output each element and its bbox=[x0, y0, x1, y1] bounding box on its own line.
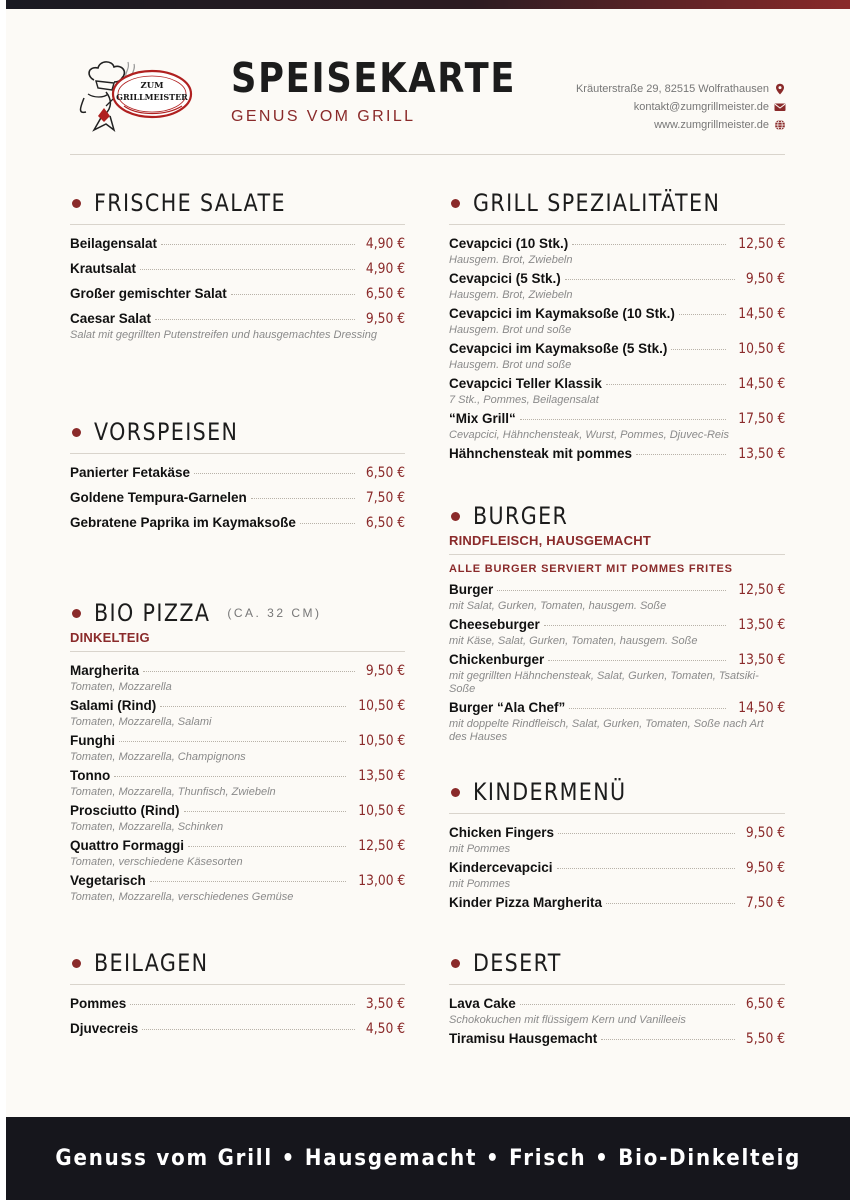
section-header bbox=[449, 190, 785, 216]
section-divider bbox=[449, 813, 785, 814]
menu-item-price: 4,50 € bbox=[365, 1021, 405, 1037]
section-header bbox=[449, 779, 785, 805]
dotted-leader bbox=[497, 590, 725, 591]
menu-list bbox=[449, 825, 785, 920]
menu-list bbox=[70, 236, 405, 342]
menu-item-name: Gebratene Paprika im Kaymaksoße bbox=[70, 515, 296, 530]
menu-item-name: Quattro Formaggi bbox=[70, 838, 184, 853]
menu-item bbox=[70, 490, 405, 515]
menu-item-name: Caesar Salat bbox=[70, 311, 152, 326]
dotted-leader bbox=[679, 314, 726, 315]
bullet-dot-icon bbox=[72, 609, 81, 618]
globe-icon bbox=[774, 119, 786, 131]
menu-item-description: Tomaten, Mozzarella bbox=[70, 681, 172, 693]
section-grill bbox=[449, 190, 785, 471]
menu-item-price: 4,90 € bbox=[365, 261, 405, 277]
menu-list bbox=[449, 236, 785, 471]
bullet-dot-icon bbox=[72, 428, 81, 437]
menu-item-price: 13,50 € bbox=[357, 768, 405, 784]
menu-item-price: 6,50 € bbox=[745, 996, 785, 1012]
dotted-leader bbox=[565, 279, 735, 280]
menu-list bbox=[449, 996, 785, 1056]
section-desert bbox=[449, 950, 785, 1056]
menu-item-description: Cevapcici, Hähnchensteak, Wurst, Pommes, Djuvec-Reis bbox=[449, 429, 729, 441]
menu-item bbox=[449, 1031, 785, 1056]
menu-item-name: Chickenburger bbox=[449, 652, 545, 667]
menu-item-description: Salat mit gegrillten Putenstreifen und hausgemachtes Dressing bbox=[70, 329, 377, 341]
dotted-leader bbox=[300, 523, 355, 524]
contact-email[interactable] bbox=[576, 98, 786, 116]
address-text: Kräuterstraße 29, 82515 Wolfrathausen bbox=[575, 83, 769, 95]
email-text[interactable]: kontakt@zumgrillmeister.de bbox=[633, 101, 769, 113]
logo-oval-badge bbox=[113, 71, 191, 117]
menu-item bbox=[449, 446, 785, 471]
footer-slogan: Genuss vom Grill • Hausgemacht • Frisch • Bio-Dinkelteig bbox=[55, 1146, 801, 1171]
menu-item bbox=[70, 996, 405, 1021]
menu-item-price: 4,90 € bbox=[365, 236, 405, 252]
menu-item bbox=[70, 236, 405, 261]
menu-item-name: Funghi bbox=[70, 733, 115, 748]
menu-item-price: 10,50 € bbox=[737, 341, 785, 357]
menu-item-name: Cheeseburger bbox=[449, 617, 540, 632]
menu-item-price: 9,50 € bbox=[745, 860, 785, 876]
menu-item-price: 10,50 € bbox=[357, 733, 405, 749]
menu-item-description: Hausgem. Brot und soße bbox=[449, 324, 572, 336]
dotted-leader bbox=[520, 1004, 735, 1005]
section-header bbox=[70, 600, 405, 626]
dotted-leader bbox=[606, 903, 735, 904]
menu-item-price: 12,50 € bbox=[737, 236, 785, 252]
menu-item-price: 9,50 € bbox=[745, 825, 785, 841]
dotted-leader bbox=[231, 294, 355, 295]
dotted-leader bbox=[142, 1029, 355, 1030]
dotted-leader bbox=[150, 881, 346, 882]
menu-item-name: Cevapcici (5 Stk.) bbox=[449, 271, 561, 286]
footer-banner bbox=[6, 1117, 850, 1200]
dotted-leader bbox=[636, 454, 726, 455]
contact-block bbox=[576, 80, 786, 134]
bullet-dot-icon bbox=[72, 199, 81, 208]
dotted-leader bbox=[155, 319, 355, 320]
menu-item-name: Hähnchensteak mit pommes bbox=[449, 446, 633, 461]
menu-item-price: 3,50 € bbox=[365, 996, 405, 1012]
menu-item-name: Cevapcici (10 Stk.) bbox=[449, 236, 569, 251]
svg-text:GRILLMEISTER: GRILLMEISTER bbox=[116, 92, 188, 102]
menu-item-name: Kinder Pizza Margherita bbox=[449, 895, 603, 910]
section-header bbox=[70, 950, 405, 976]
menu-item-price: 12,50 € bbox=[357, 838, 405, 854]
menu-item-price: 13,50 € bbox=[737, 446, 785, 462]
section-kinder bbox=[449, 779, 785, 920]
menu-item-description: Tomaten, Mozzarella, Schinken bbox=[70, 821, 224, 833]
section-burger bbox=[449, 503, 785, 748]
menu-item-price: 17,50 € bbox=[737, 411, 785, 427]
menu-item-price: 10,50 € bbox=[357, 698, 405, 714]
section-divider bbox=[70, 453, 405, 454]
dotted-leader bbox=[606, 384, 726, 385]
menu-item-price: 9,50 € bbox=[365, 311, 405, 327]
dotted-leader bbox=[161, 244, 355, 245]
section-header bbox=[449, 503, 785, 529]
menu-item-price: 7,50 € bbox=[365, 490, 405, 506]
menu-item-description: mit gegrillten Hähnchensteak, Salat, Gurken, Tomaten, Tsatsiki-Soße bbox=[449, 670, 759, 695]
menu-item-description: mit Salat, Gurken, Tomaten, hausgem. Soße bbox=[449, 600, 667, 612]
section-header bbox=[70, 419, 405, 445]
bullet-dot-icon bbox=[451, 199, 460, 208]
section-salate bbox=[70, 190, 405, 346]
menu-item-description: Hausgem. Brot, Zwiebeln bbox=[449, 254, 573, 266]
menu-item-name: Tiramisu Hausgemacht bbox=[449, 1031, 598, 1046]
menu-item-name: Pommes bbox=[70, 996, 127, 1011]
section-divider bbox=[70, 651, 405, 652]
svg-text:ZUM: ZUM bbox=[140, 81, 164, 91]
section-caption: ALLE BURGER SERVIERT MIT POMMES FRITES bbox=[449, 563, 733, 575]
section-divider bbox=[449, 984, 785, 985]
menu-item-description: Hausgem. Brot und soße bbox=[449, 359, 572, 371]
section-title: BURGER bbox=[473, 502, 569, 530]
dotted-leader bbox=[544, 625, 726, 626]
menu-item bbox=[70, 286, 405, 311]
menu-item-price: 9,50 € bbox=[745, 271, 785, 287]
menu-item-description: Tomaten, Mozzarella, Champignons bbox=[70, 751, 246, 763]
menu-item-price: 13,50 € bbox=[737, 652, 785, 668]
web-text[interactable]: www.zumgrillmeister.de bbox=[654, 119, 769, 131]
dotted-leader bbox=[251, 498, 355, 499]
bullet-dot-icon bbox=[451, 512, 460, 521]
menu-item-price: 6,50 € bbox=[365, 465, 405, 481]
menu-item-price: 13,50 € bbox=[737, 617, 785, 633]
menu-item-price: 5,50 € bbox=[745, 1031, 785, 1047]
menu-item-price: 14,50 € bbox=[737, 700, 785, 716]
dotted-leader bbox=[569, 708, 725, 709]
menu-item-price: 12,50 € bbox=[737, 582, 785, 598]
menu-item bbox=[70, 465, 405, 490]
menu-item-description: Tomaten, Mozzarella, verschiedenes Gemüse bbox=[70, 891, 294, 903]
dotted-leader bbox=[119, 741, 346, 742]
bullet-dot-icon bbox=[451, 788, 460, 797]
menu-item-name: Chicken Fingers bbox=[449, 825, 555, 840]
section-divider bbox=[449, 224, 785, 225]
menu-item-description: mit Käse, Salat, Gurken, Tomaten, hausgem. Soße bbox=[449, 635, 698, 647]
menu-page bbox=[6, 0, 850, 1200]
section-title: VORSPEISEN bbox=[94, 418, 239, 446]
contact-web[interactable] bbox=[576, 116, 786, 134]
menu-item-description: Tomaten, Mozzarella, Salami bbox=[70, 716, 212, 728]
bullet-dot-icon bbox=[72, 959, 81, 968]
section-title: FRISCHE SALATE bbox=[94, 189, 286, 217]
dotted-leader bbox=[184, 811, 346, 812]
menu-item-name: Goldene Tempura-Garnelen bbox=[70, 490, 247, 505]
menu-item bbox=[70, 515, 405, 540]
menu-item-name: Großer gemischter Salat bbox=[70, 286, 227, 301]
menu-item-name: Salami (Rind) bbox=[70, 698, 157, 713]
envelope-icon bbox=[774, 101, 786, 113]
menu-item-name: Kindercevapcici bbox=[449, 860, 553, 875]
menu-item-description: 7 Stk., Pommes, Beilagensalat bbox=[449, 394, 599, 406]
dotted-leader bbox=[130, 1004, 355, 1005]
menu-item-name: Prosciutto (Rind) bbox=[70, 803, 180, 818]
menu-item-name: Cevapcici im Kaymaksoße (10 Stk.) bbox=[449, 306, 675, 321]
dotted-leader bbox=[143, 671, 355, 672]
dotted-leader bbox=[114, 776, 345, 777]
menu-item-price: 6,50 € bbox=[365, 515, 405, 531]
section-vorspeisen bbox=[70, 419, 405, 540]
section-pizza bbox=[70, 600, 405, 908]
dotted-leader bbox=[671, 349, 725, 350]
menu-item bbox=[70, 1021, 405, 1046]
menu-item-name: Margherita bbox=[70, 663, 140, 678]
menu-item-description: Schokokuchen mit flüssigem Kern und Vanilleeis bbox=[449, 1014, 686, 1026]
bullet-dot-icon bbox=[451, 959, 460, 968]
section-divider bbox=[449, 554, 785, 555]
menu-item-price: 10,50 € bbox=[357, 803, 405, 819]
menu-item-description: mit Pommes bbox=[449, 878, 511, 890]
top-accent-strip bbox=[6, 0, 850, 9]
menu-item-name: Burger “Ala Chef” bbox=[449, 700, 566, 715]
section-title: DESERT bbox=[473, 949, 562, 977]
menu-item-price: 13,00 € bbox=[357, 873, 405, 889]
menu-item-name: Cevapcici im Kaymaksoße (5 Stk.) bbox=[449, 341, 668, 356]
menu-item-description: mit Pommes bbox=[449, 843, 511, 855]
header-divider bbox=[70, 154, 785, 155]
section-title: BIO PIZZA bbox=[94, 599, 211, 627]
menu-list bbox=[70, 663, 405, 904]
menu-item-price: 9,50 € bbox=[365, 663, 405, 679]
menu-item-description: Tomaten, verschiedene Käsesorten bbox=[70, 856, 243, 868]
menu-item bbox=[449, 895, 785, 920]
menu-item-name: Krautsalat bbox=[70, 261, 137, 276]
dotted-leader bbox=[188, 846, 346, 847]
menu-list bbox=[449, 582, 785, 744]
menu-item-description: Tomaten, Mozzarella, Thunfisch, Zwiebeln bbox=[70, 786, 276, 798]
dotted-leader bbox=[520, 419, 726, 420]
dotted-leader bbox=[557, 868, 735, 869]
section-title: BEILAGEN bbox=[94, 949, 209, 977]
section-header bbox=[70, 190, 405, 216]
menu-item-description: Hausgem. Brot, Zwiebeln bbox=[449, 289, 573, 301]
section-subtitle: RINDFLEISCH, HAUSGEMACHT bbox=[449, 533, 651, 548]
menu-item-name: Beilagensalat bbox=[70, 236, 158, 251]
menu-item-name: Tonno bbox=[70, 768, 111, 783]
dotted-leader bbox=[601, 1039, 735, 1040]
dotted-leader bbox=[558, 833, 735, 834]
menu-item-price: 14,50 € bbox=[737, 306, 785, 322]
section-divider bbox=[70, 224, 405, 225]
dotted-leader bbox=[160, 706, 345, 707]
section-divider bbox=[70, 984, 405, 985]
menu-list bbox=[70, 465, 405, 540]
menu-item-name: “Mix Grill“ bbox=[449, 411, 516, 426]
menu-item-name: Vegetarisch bbox=[70, 873, 146, 888]
menu-item-name: Burger bbox=[449, 582, 494, 597]
restaurant-logo bbox=[66, 58, 194, 136]
section-title: KINDERMENÜ bbox=[473, 778, 627, 806]
menu-item-price: 7,50 € bbox=[745, 895, 785, 911]
menu-item-price: 14,50 € bbox=[737, 376, 785, 392]
section-note: (CA. 32 CM) bbox=[227, 606, 322, 620]
dotted-leader bbox=[194, 473, 355, 474]
section-subtitle: DINKELTEIG bbox=[70, 630, 150, 645]
section-header bbox=[449, 950, 785, 976]
contact-address bbox=[576, 80, 786, 98]
menu-item-name: Lava Cake bbox=[449, 996, 516, 1011]
menu-item-name: Cevapcici Teller Klassik bbox=[449, 376, 602, 391]
section-title: GRILL SPEZIALITÄTEN bbox=[473, 189, 721, 217]
menu-item-description: mit doppelte Rindfleisch, Salat, Gurken, Tomaten, Soße nach Art des Hauses bbox=[449, 718, 764, 743]
map-pin-icon bbox=[774, 83, 786, 95]
page-subtitle: GENUS VOM GRILL bbox=[231, 108, 416, 125]
menu-item bbox=[70, 261, 405, 286]
menu-item-price: 6,50 € bbox=[365, 286, 405, 302]
page-title: SPEISEKARTE bbox=[231, 54, 517, 102]
menu-item-name: Panierter Fetakäse bbox=[70, 465, 191, 480]
dotted-leader bbox=[572, 244, 725, 245]
menu-list bbox=[70, 996, 405, 1046]
dotted-leader bbox=[548, 660, 725, 661]
menu-item-name: Djuvecreis bbox=[70, 1021, 139, 1036]
dotted-leader bbox=[140, 269, 355, 270]
section-beilagen bbox=[70, 950, 405, 1046]
